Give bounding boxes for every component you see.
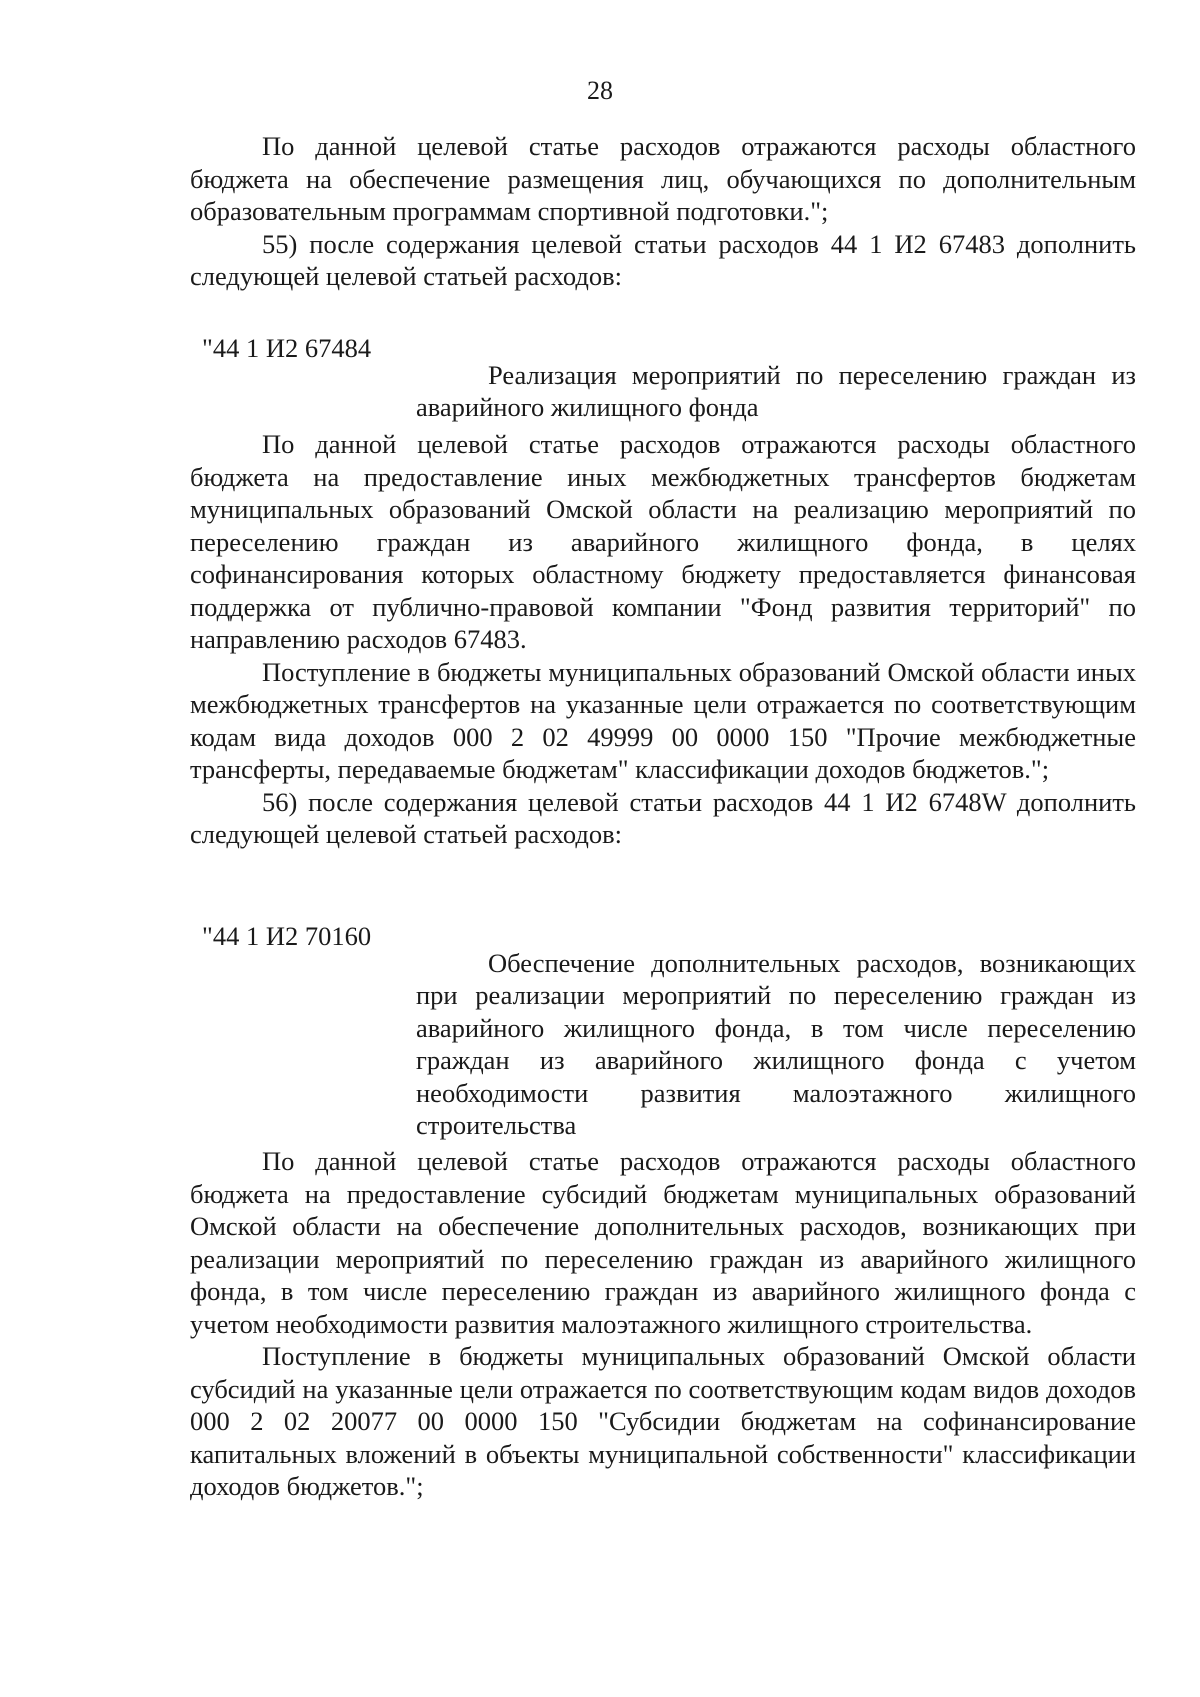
paragraph: Поступление в бюджеты муниципальных образований Омской области субсидий на указанные цели отражается по соответствующим кодам видов доходов 000 2 02 20077 00 0000 150 "Субсидии бюджетам на софинансирование капитальных вложений в объекты муниципальной собственности" классификации доходов бюджетов."; (190, 1341, 1136, 1501)
paragraph: 56) после содержания целевой статьи расходов 44 1 И2 6748W дополнить следующей целевой статьей расходов: (190, 786, 1136, 849)
paragraph: По данной целевой статье расходов отражаются расходы областного бюджета на предоставление субсидий бюджетам муниципальных образований Омской области на обеспечение дополнительных расходов, возникающих при реализации мероприятий по переселению граждан из аварийного жилищного фонда, в том числе переселению граждан из аварийного жилищного фонда с учетом необходимости развития малоэтажного жилищного строительства. (190, 1146, 1136, 1339)
page-number: 28 (587, 76, 613, 105)
expense-code: "44 1 И2 70160 (202, 921, 372, 951)
paragraph: Поступление в бюджеты муниципальных образований Омской области иных межбюджетных трансфертов на указанные цели отражается по соответствующим кодам вида доходов 000 2 02 49999 00 0000 150 "Прочие межбюджетные трансферты, передаваемые бюджетам" классификации доходов бюджетов."; (190, 656, 1136, 784)
text-block-2 (190, 428, 1136, 851)
paragraph: 55) после содержания целевой статьи расходов 44 1 И2 67483 дополнить следующей целевой статьей расходов: (190, 228, 1136, 291)
text-block-1 (190, 130, 1136, 293)
text-block-3 (190, 1145, 1136, 1503)
expense-code: "44 1 И2 67484 (202, 333, 372, 363)
expense-description: Обеспечение дополнительных расходов, возникающих при реализации мероприятий по переселению граждан из аварийного жилищного фонда, в том числе переселению граждан из аварийного жилищного фонда с учетом необходимости развития малоэтажного жилищного строительства (416, 947, 1136, 1140)
expense-description: Реализация мероприятий по переселению граждан из аварийного жилищного фонда (416, 359, 1136, 422)
paragraph: По данной целевой статье расходов отражаются расходы областного бюджета на предоставление иных межбюджетных трансфертов бюджетам муниципальных образований Омской области на реализацию мероприятий по переселению граждан из аварийного жилищного фонда, в целях софинансирования которых областному бюджету предоставляется финансовая поддержка от публично-правовой компании "Фонд развития территорий" по направлению расходов 67483. (190, 429, 1136, 654)
expense-entry-70160 (190, 920, 1136, 1168)
paragraph: По данной целевой статье расходов отражаются расходы областного бюджета на обеспечение размещения лиц, обучающихся по дополнительным образовательным программам спортивной подготовки."; (190, 131, 1136, 226)
